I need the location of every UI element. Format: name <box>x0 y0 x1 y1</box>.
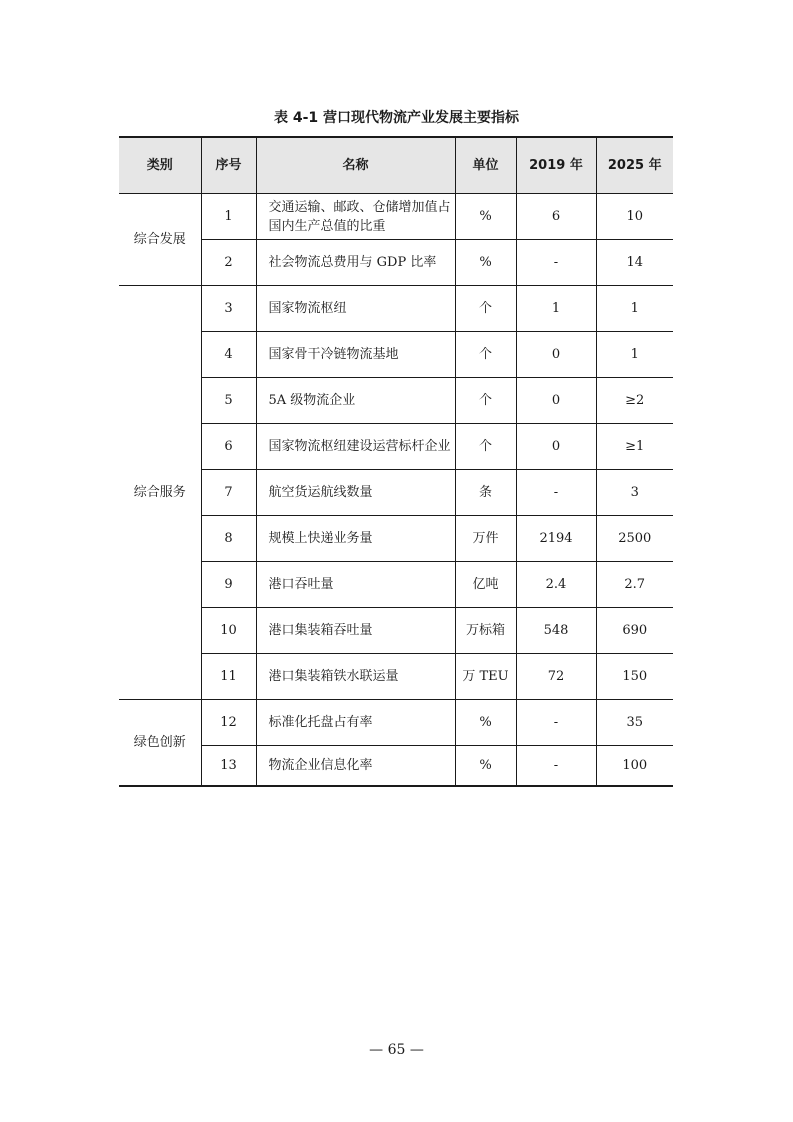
row-no: 3 <box>201 286 256 332</box>
row-2025: 35 <box>596 700 673 746</box>
row-2025: ≥2 <box>596 378 673 424</box>
row-2019: 72 <box>516 654 596 700</box>
row-unit: 万件 <box>455 516 516 562</box>
row-no: 12 <box>201 700 256 746</box>
row-name: 国家骨干冷链物流基地 <box>256 332 455 378</box>
row-2025: 1 <box>596 286 673 332</box>
row-2025: 2500 <box>596 516 673 562</box>
row-2019: - <box>516 470 596 516</box>
row-unit: 个 <box>455 286 516 332</box>
header-category: 类别 <box>119 137 201 194</box>
row-2025: ≥1 <box>596 424 673 470</box>
table-row <box>119 608 673 654</box>
row-unit: 个 <box>455 332 516 378</box>
row-unit: % <box>455 700 516 746</box>
row-no: 2 <box>201 240 256 286</box>
row-2019: - <box>516 700 596 746</box>
row-2025: 10 <box>596 194 673 240</box>
row-2025: 3 <box>596 470 673 516</box>
table-row <box>119 746 673 787</box>
header-unit: 单位 <box>455 137 516 194</box>
table-row <box>119 562 673 608</box>
row-2019: 2194 <box>516 516 596 562</box>
row-no: 5 <box>201 378 256 424</box>
row-name: 航空货运航线数量 <box>256 470 455 516</box>
row-name: 5A 级物流企业 <box>256 378 455 424</box>
row-unit: % <box>455 240 516 286</box>
header-no: 序号 <box>201 137 256 194</box>
row-2019: - <box>516 746 596 787</box>
row-unit: 亿吨 <box>455 562 516 608</box>
row-2019: 0 <box>516 378 596 424</box>
row-unit: 个 <box>455 378 516 424</box>
table-caption: 表 4-1 营口现代物流产业发展主要指标 <box>273 110 520 126</box>
table-row <box>119 424 673 470</box>
row-name: 国家物流枢纽 <box>256 286 455 332</box>
table-row <box>119 332 673 378</box>
table-row <box>119 194 673 240</box>
row-no: 10 <box>201 608 256 654</box>
row-no: 13 <box>201 746 256 787</box>
table-row <box>119 516 673 562</box>
row-no: 6 <box>201 424 256 470</box>
table-row <box>119 470 673 516</box>
row-2019: 2.4 <box>516 562 596 608</box>
row-unit: 条 <box>455 470 516 516</box>
row-name: 港口吞吐量 <box>256 562 455 608</box>
page-number: — 65 — <box>369 1042 424 1058</box>
row-unit: % <box>455 746 516 787</box>
group-cell: 综合服务 <box>119 286 201 700</box>
row-unit: 万 TEU <box>455 654 516 700</box>
row-name: 港口集装箱吞吐量 <box>256 608 455 654</box>
indicators-table <box>119 136 673 787</box>
row-2019: 1 <box>516 286 596 332</box>
row-name: 交通运输、邮政、仓储增加值占国内生产总值的比重 <box>256 194 455 240</box>
table-row <box>119 240 673 286</box>
row-2019: 0 <box>516 424 596 470</box>
row-name: 标准化托盘占有率 <box>256 700 455 746</box>
row-2025: 100 <box>596 746 673 787</box>
table-row <box>119 378 673 424</box>
row-no: 9 <box>201 562 256 608</box>
group-cell: 绿色创新 <box>119 700 201 787</box>
row-unit: 万标箱 <box>455 608 516 654</box>
row-2025: 14 <box>596 240 673 286</box>
row-no: 8 <box>201 516 256 562</box>
group-cell: 综合发展 <box>119 194 201 286</box>
header-2025: 2025 年 <box>596 137 673 194</box>
row-2025: 1 <box>596 332 673 378</box>
row-2019: 0 <box>516 332 596 378</box>
row-2019: 548 <box>516 608 596 654</box>
row-name: 港口集装箱铁水联运量 <box>256 654 455 700</box>
table-header-row <box>119 137 673 194</box>
row-no: 4 <box>201 332 256 378</box>
header-2019: 2019 年 <box>516 137 596 194</box>
row-unit: 个 <box>455 424 516 470</box>
row-no: 1 <box>201 194 256 240</box>
row-2025: 150 <box>596 654 673 700</box>
row-name: 物流企业信息化率 <box>256 746 455 787</box>
header-name: 名称 <box>256 137 455 194</box>
row-name: 国家物流枢纽建设运营标杆企业 <box>256 424 455 470</box>
row-unit: % <box>455 194 516 240</box>
row-2025: 2.7 <box>596 562 673 608</box>
row-2019: - <box>516 240 596 286</box>
row-2025: 690 <box>596 608 673 654</box>
table-row <box>119 286 673 332</box>
table-row <box>119 700 673 746</box>
row-no: 11 <box>201 654 256 700</box>
table-row <box>119 654 673 700</box>
row-name: 规模上快递业务量 <box>256 516 455 562</box>
row-no: 7 <box>201 470 256 516</box>
row-2019: 6 <box>516 194 596 240</box>
row-name: 社会物流总费用与 GDP 比率 <box>256 240 455 286</box>
